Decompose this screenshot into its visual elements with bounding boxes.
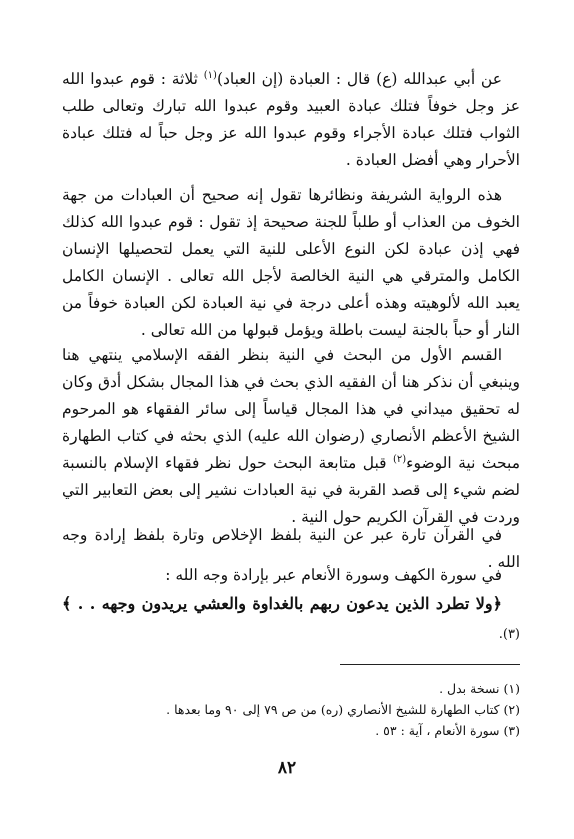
paragraph-text: في سورة الكهف وسورة الأنعام عبر بإرادة وجه الله : (165, 566, 502, 584)
paragraph-surah-intro (62, 562, 520, 589)
paragraph-text: قبل متابعة البحث حول نظر فقهاء الإسلام بالنسبة لضم شيء إلى قصد القربة في نية العبادات نشير إلى بعض التعابير التي وردت في القرآن الكريم حول النية . (62, 454, 520, 526)
quran-open-bracket: ﴿ (492, 594, 502, 613)
quran-verse (62, 590, 520, 648)
footnote-divider (340, 664, 520, 665)
paragraph-fiqh-section (62, 342, 520, 531)
footnote-ref-3: (٣). (498, 627, 520, 642)
verse-text: ولا تطرد الذين يدعون ربهم بالغداوة والعشي يريدون وجهه . . (71, 594, 493, 613)
quran-close-bracket: ﴾ (62, 594, 72, 613)
paragraph-text: في القرآن تارة عبر عن النية بلفظ الإخلاص وتارة بلفظ إرادة وجه الله . (62, 526, 520, 571)
footnote-item: (٣) سورة الأنعام ، آية : ٥٣ . (375, 723, 520, 738)
paragraph-text: القسم الأول من البحث في النية بنظر الفقه الإسلامي ينتهي هنا وينبغي أن نذكر هنا أن الفقيه الذي بحث في هذا المجال بشكل أدق وكان له تحقيق ميداني في هذا المجال قياساً إلى سائر الفقهاء هو المرحوم الشيخ الأعظم الأنصاري (رضوان الله عليه) الذي بحثه في كتاب الطهارة مبحث نية الوضوء (62, 346, 521, 472)
paragraph-hadith (62, 66, 520, 174)
paragraph-text: ثلاثة : قوم عبدوا الله عز وجل خوفاً فتلك عبادة العبيد وقوم عبدوا الله تبارك وتعالى طلب الثواب فتلك عبادة الأجراء وقوم عبدوا الله عز وجل حباً له فتلك عبادة الأحرار وهي أفضل العبادة . (62, 70, 520, 169)
paragraph-text: عن أبي عبدالله (ع) قال : العبادة (إن العباد) (216, 70, 502, 88)
footnote-ref-2: (٢) (392, 453, 407, 465)
paragraph-text: هذه الرواية الشريفة ونظائرها تقول إنه صحيح أن العبادات من جهة الخوف من العذاب أو طلباً للجنة صحيحة إذ تقول : قوم عبدوا الله كذلك فهي إذن عبادة لكن النوع الأعلى للنية التي يعمل لتحصيلها الإنسان الكامل والمترقي هي النية الخالصة لأجل الله تعالى . الإنسان الكامل يعبد الله لألوهيته وهذه أعلى درجة في نية العبادة لكن العبادة خوفاً من النار أو حباً بالجنة ليست باطلة ويؤمل قبولها من الله تعالى . (62, 186, 520, 339)
footnotes (62, 678, 520, 741)
footnote-item: (١) نسخة بدل . (439, 681, 520, 696)
footnote-ref-1: (١) (203, 69, 217, 81)
paragraph-commentary (62, 182, 520, 344)
page-number: ٨٢ (277, 758, 297, 778)
footnote-item: (٢) كتاب الطهارة للشيخ الأنصاري (ره) من ص ٧٩ إلى ٩٠ وما بعدها . (166, 702, 520, 717)
